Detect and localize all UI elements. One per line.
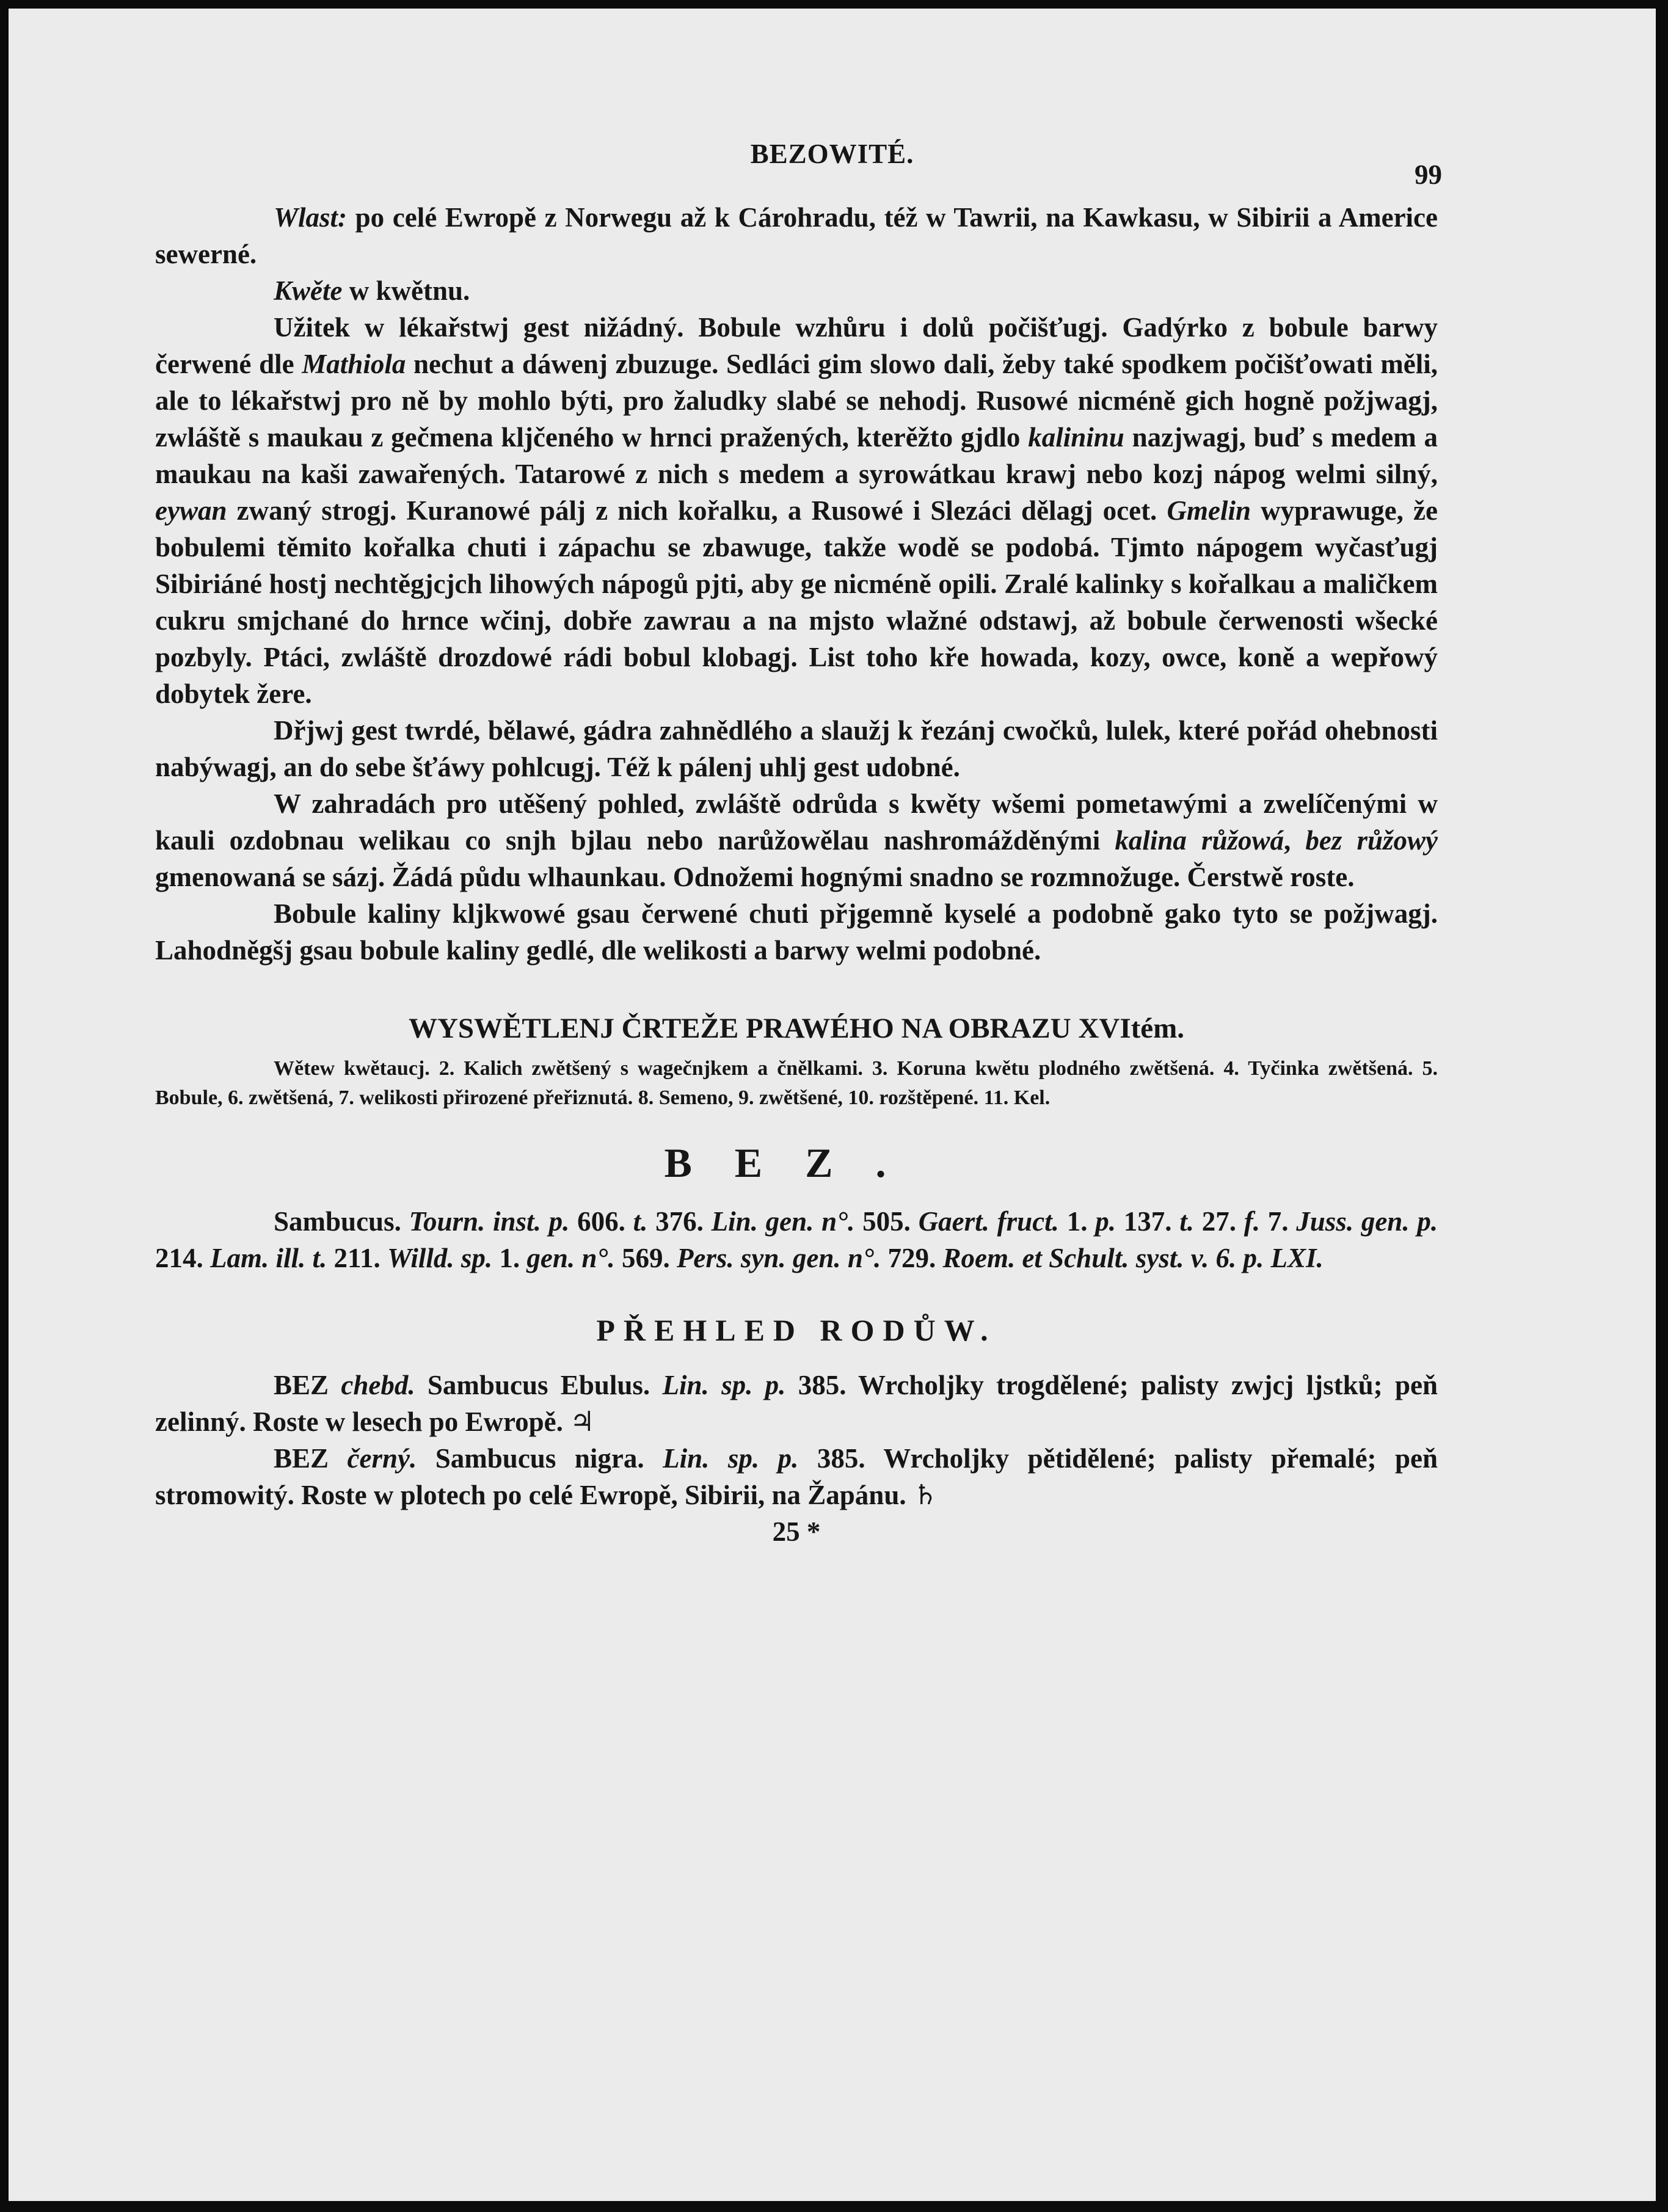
plate-heading: WYSWĚTLENJ ČRTEŽE PRAWÉHO NA OBRAZU XVItém.	[408, 1013, 1185, 1044]
running-head: BEZOWITÉ.	[750, 139, 914, 169]
page	[9, 9, 1656, 2201]
signature-mark: 25 *	[772, 1516, 821, 1547]
paragraph-flowering: Kwěte w kwětnu.	[274, 275, 470, 306]
plate-caption: Wětew kwětaucj. 2. Kalich zwětšený s wagečnjkem a čnělkami. 3. Koruna kwětu plodného zwětšená. 4. Tyčinka zwětšená. 5. Bobule, 6. zwětšená, 7. welikosti přirozené přeřiznutá. 8. Semeno, 9. zwětšené, 10. rozštěpené. 11. Kel.	[155, 1057, 1438, 1109]
text-body	[155, 199, 1438, 1550]
bibliographic-references: Sambucus. Tourn. inst. p. 606. t. 376. Lin. gen. n°. 505. Gaert. fruct. 1. p. 137. t. 27. f. 7. Juss. gen. p. 214. Lam. ill. t. 211. Willd. sp. 1. gen. n°. 569. Pers. syn. gen. n°. 729. Roem. et Schult. syst. v. 6. p. LXI.	[155, 1206, 1438, 1273]
species-entry-nigra: BEZ černý. Sambucus nigra. Lin. sp. p. 385. Wrcholjky pětidělené; palisty přemalé; peň stromowitý. Roste w plotech po celé Ewropě, Sibirii, na Žapánu. ♄	[155, 1443, 1438, 1510]
genus-title: BEZ.	[664, 1140, 929, 1186]
paragraph-uses: Užitek w lékařstwj gest nižádný. Bobule wzhůru i dolů počišťugj. Gadýrko z bobule barwy čerwené dle Mathiola nechut a dáwenj zbuzuge. Sedláci gim slowo dali, žeby také spodkem počišťowati měli, ale to lékařstwj pro ně by mohlo býti, pro žaludky slabé se nehodj. Rusowé nicméně gich hogně požjwagj, zwláště s maukau z gečmena kljčeného w hrnci pražených, kterěžto gjdlo kalininu nazjwagj, buď s medem a maukau na kaši zawařených. Tatarowé z nich s medem a syrowátkau krawj nebo kozj nápog welmi silný, eywan zwaný strogj. Kuranowé pálj z nich kořalku, a Rusowé i Slezáci dělagj ocet. Gmelin wyprawuge, že bobulemi těmito kořalka chuti i zápachu se zbawuge, takže wodě se podobá. Tjmto nápogem wyčasťugj Sibiriáné hostj nechtěgjcjch lihowých nápogů pjti, aby ge nicméně opili. Zralé kalinky s kořalkau a maličkem cukru smjchané do hrnce wčinj, dobře zawrau a na mjsto wlažné odstawj, až bobule čerwenosti wšecké pozbyly. Ptáci, zwláště drozdowé rádi bobul klobagj. List toho kře howada, kozy, owce, koně a wepřowý dobytek žere.	[155, 312, 1438, 709]
paragraph-distribution: Wlast: po celé Ewropě z Norwegu až k Cárohradu, též w Tawrii, na Kawkasu, w Sibirii a Americe sewerné.	[155, 202, 1438, 269]
paragraph-berries: Bobule kaliny kljkwowé gsau čerwené chuti přjgemně kyselé a podobně gako tyto se požjwagj. Lahodněgšj gsau bobule kaliny gedlé, dle welikosti a barwy welmi podobné.	[155, 898, 1438, 966]
overview-heading: PŘEHLED RODŮW.	[596, 1313, 997, 1347]
paragraph-wood: Dřjwj gest twrdé, bělawé, gádra zahnědlého a slaužj k řezánj cwočků, lulek, které pořád ohebnosti nabýwagj, an do sebe šťáwy pohlcugj. Též k pálenj uhlj gest udobné.	[155, 715, 1438, 782]
page-number: 99	[1415, 159, 1442, 190]
species-entry-ebulus: BEZ chebd. Sambucus Ebulus. Lin. sp. p. 385. Wrcholjky trogdělené; palisty zwjcj ljstků; peň zelinný. Roste w lesech po Ewropě. ♃	[155, 1370, 1438, 1437]
paragraph-gardens: W zahradách pro utěšený pohled, zwláště odrůda s kwěty wšemi pometawými a zwelíčenými w kauli ozdobnau welikau co snjh bjlau nebo narůžowělau nashromážděnými kalina růžowá, bez růžowý gmenowaná se sázj. Žádá půdu wlhaunkau. Odnožemi hognými snadno se rozmnožuge. Čerstwě roste.	[155, 788, 1438, 892]
